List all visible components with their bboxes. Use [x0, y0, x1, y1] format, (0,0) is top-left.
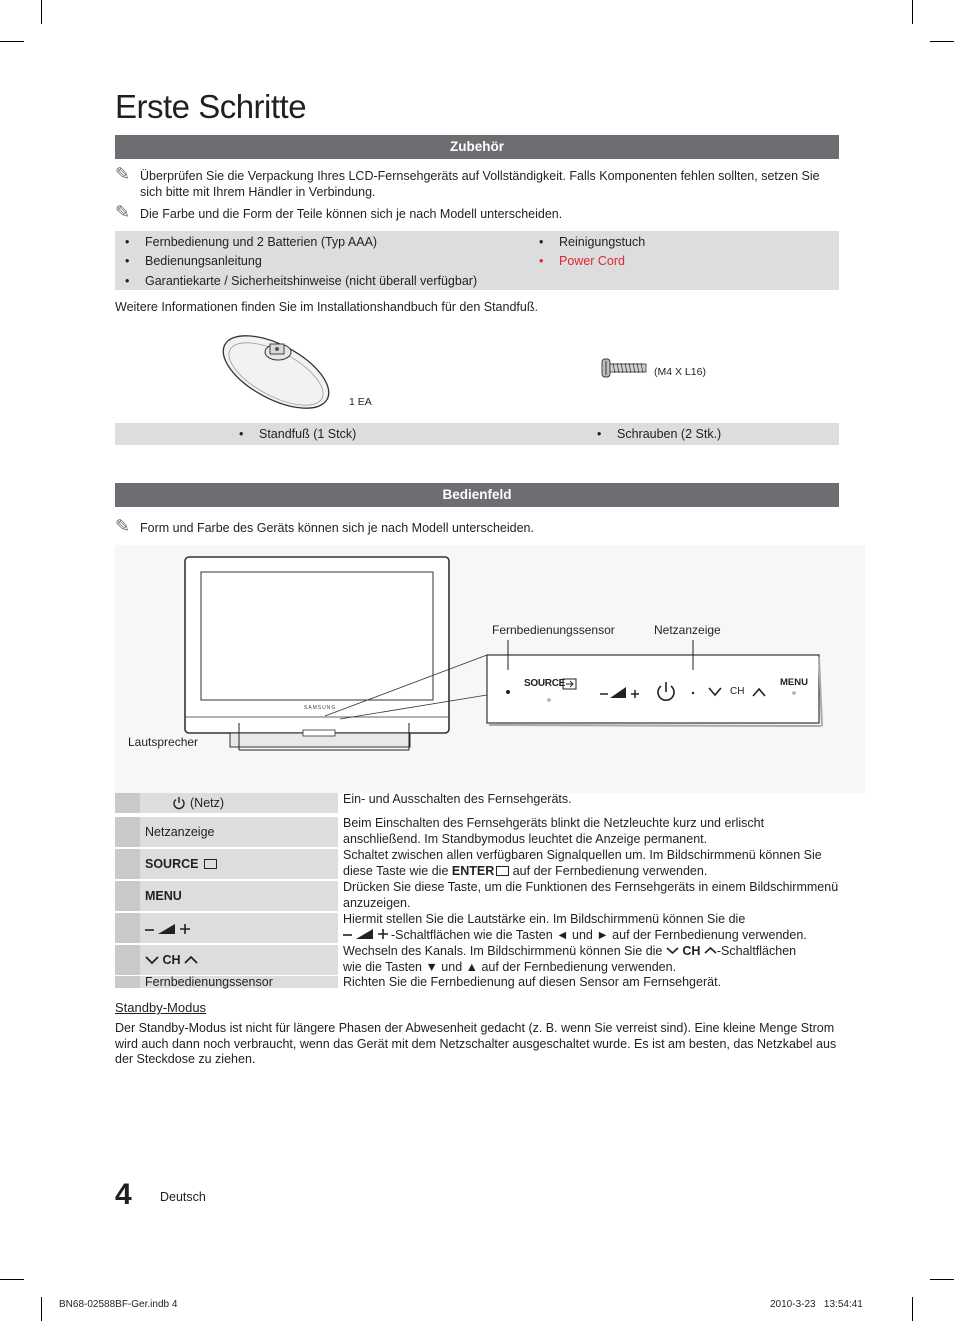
note-color-shape: ✎ Die Farbe und die Form der Teile können sich je nach Modell unterscheiden. — [115, 202, 563, 222]
pencil-note-icon: ✎ — [115, 516, 131, 536]
row-marker — [115, 793, 140, 813]
stand-quantity: 1 EA — [349, 396, 372, 408]
chevron-down-icon — [666, 945, 679, 956]
control-desc: Beim Einschalten des Fernsehgeräts blinkt die Netzleuchte kurz und erlischt anschließend. Im Standbymodus leuchtet die Anzeige permanent. — [343, 816, 765, 846]
crop-mark — [930, 41, 954, 42]
table-row — [115, 943, 839, 974]
section-header-accessories: Zubehör — [115, 135, 839, 159]
note-packaging: ✎ Überprüfen Sie die Verpackung Ihres LCD-Fernsehgeräts auf Vollständigkeit. Falls Komponenten fehlen sollten, setzen Sie sich bitte mit Ihrem Händler in Verbindung. — [115, 164, 820, 199]
control-desc: Drücken Sie diese Taste, um die Funktionen des Fernsehgeräts in einem Bildschirmmenü anzuzeigen. — [343, 880, 839, 910]
crop-mark — [912, 1297, 913, 1321]
stand-info-text: Weitere Informationen finden Sie im Installationshandbuch für den Standfuß. — [115, 300, 538, 314]
page-title: Erste Schritte — [115, 88, 307, 125]
table-row — [115, 879, 839, 910]
control-desc: Ein- und Ausschalten des Fernsehgeräts. — [343, 792, 572, 806]
row-marker — [115, 817, 140, 847]
control-name-volume — [140, 913, 338, 943]
control-name-source: SOURCE — [140, 849, 338, 879]
crop-mark — [912, 0, 913, 24]
table-row — [115, 975, 839, 989]
footer-file: BN68-02588BF-Ger.indb 4 — [59, 1299, 178, 1310]
stand-illustration — [218, 330, 338, 412]
list-item: • Bedienungsanleitung — [125, 254, 262, 268]
stand-parts-row — [115, 423, 839, 445]
crop-mark — [41, 0, 42, 24]
note-panel-shape: ✎ Form und Farbe des Geräts können sich je nach Modell unterscheiden. — [115, 516, 534, 536]
control-desc: Richten Sie die Fernbedienung auf diesen Sensor am Fernsehgerät. — [343, 975, 722, 989]
table-row — [115, 911, 839, 942]
control-desc: Schaltet zwischen allen verfügbaren Signalquellen um. Im Bildschirmmenü können Sie diese Taste wie die ENTER auf der Fernbedienung verwenden. — [343, 848, 822, 878]
control-name-power: (Netz) — [140, 793, 338, 813]
page-number: 4 — [115, 1178, 132, 1211]
control-name-channel: CH — [140, 945, 338, 975]
tv-diagram — [115, 545, 865, 793]
crop-mark — [0, 41, 24, 42]
crop-mark — [41, 1297, 42, 1321]
section-header-control-panel: Bedienfeld — [115, 483, 839, 507]
screw-icon — [601, 357, 649, 379]
crop-mark — [930, 1279, 954, 1280]
control-name-sensor: Fernbedienungssensor — [140, 976, 338, 988]
callout-power-indicator: Netzanzeige — [654, 623, 721, 637]
standby-text: Der Standby-Modus ist nicht für längere Phasen der Abwesenheit gedacht (z. B. wenn Sie verreist sind). Eine kleine Menge Strom wird auch dann noch verbraucht, wenn das Gerät mit dem Netzschalter ausgeschaltet wurde. Es ist am besten, das Netzkabel aus der Steckdose zu ziehen. — [115, 1021, 837, 1066]
row-marker — [115, 976, 140, 988]
list-item: • Reinigungstuch — [539, 235, 646, 249]
standby-heading: Standby-Modus — [115, 1000, 207, 1015]
volume-icon — [145, 922, 193, 936]
chevron-up-icon — [704, 945, 717, 956]
pencil-note-icon: ✎ — [115, 164, 131, 184]
row-marker — [115, 849, 140, 879]
control-name-indicator: Netzanzeige — [140, 817, 338, 847]
brand-logo: SAMSUNG — [304, 705, 337, 711]
row-marker — [115, 881, 140, 911]
source-enter-icon — [204, 859, 217, 869]
table-row — [115, 791, 839, 813]
callout-speaker: Lautsprecher — [128, 735, 199, 749]
panel-ch-label: CH — [730, 686, 745, 697]
table-row — [115, 847, 839, 878]
list-item-power-cord: • Power Cord — [539, 254, 625, 268]
row-marker — [115, 945, 140, 975]
list-item: • Schrauben (2 Stk.) — [597, 427, 722, 441]
list-item: • Standfuß (1 Stck) — [239, 427, 357, 441]
list-item: • Fernbedienung und 2 Batterien (Typ AAA) — [125, 235, 378, 249]
accessories-list — [115, 231, 839, 290]
footer-timestamp: 2010-3-23 13:54:41 — [770, 1299, 863, 1310]
footer-language: Deutsch — [160, 1190, 206, 1204]
screw-spec: (M4 X L16) — [654, 366, 706, 378]
row-marker — [115, 913, 140, 943]
power-icon — [172, 796, 186, 810]
list-item: • Garantiekarte / Sicherheitshinweise (nicht überall verfügbar) — [125, 274, 478, 288]
panel-source-label: SOURCE — [524, 678, 565, 689]
control-name-menu: MENU — [140, 881, 338, 911]
panel-menu-label: MENU — [780, 677, 808, 688]
callout-remote-sensor: Fernbedienungssensor — [492, 623, 615, 637]
control-desc: Wechseln des Kanals. Im Bildschirmmenü können Sie die CH -Schaltflächen wie die Tasten ▼ und ▲ auf der Fernbedienung verwenden. — [343, 944, 797, 974]
chevron-up-icon — [184, 954, 198, 966]
volume-icon — [343, 928, 391, 941]
control-desc: Hiermit stellen Sie die Lautstärke ein. Im Bildschirmmenü können Sie die -Schaltflächen wie die Tasten ◄ und ► auf der Fernbedienung verwenden. — [343, 912, 807, 942]
enter-icon — [496, 866, 509, 876]
chevron-down-icon — [145, 954, 159, 966]
table-row — [115, 815, 839, 846]
pencil-note-icon: ✎ — [115, 202, 131, 222]
crop-mark — [0, 1279, 24, 1280]
